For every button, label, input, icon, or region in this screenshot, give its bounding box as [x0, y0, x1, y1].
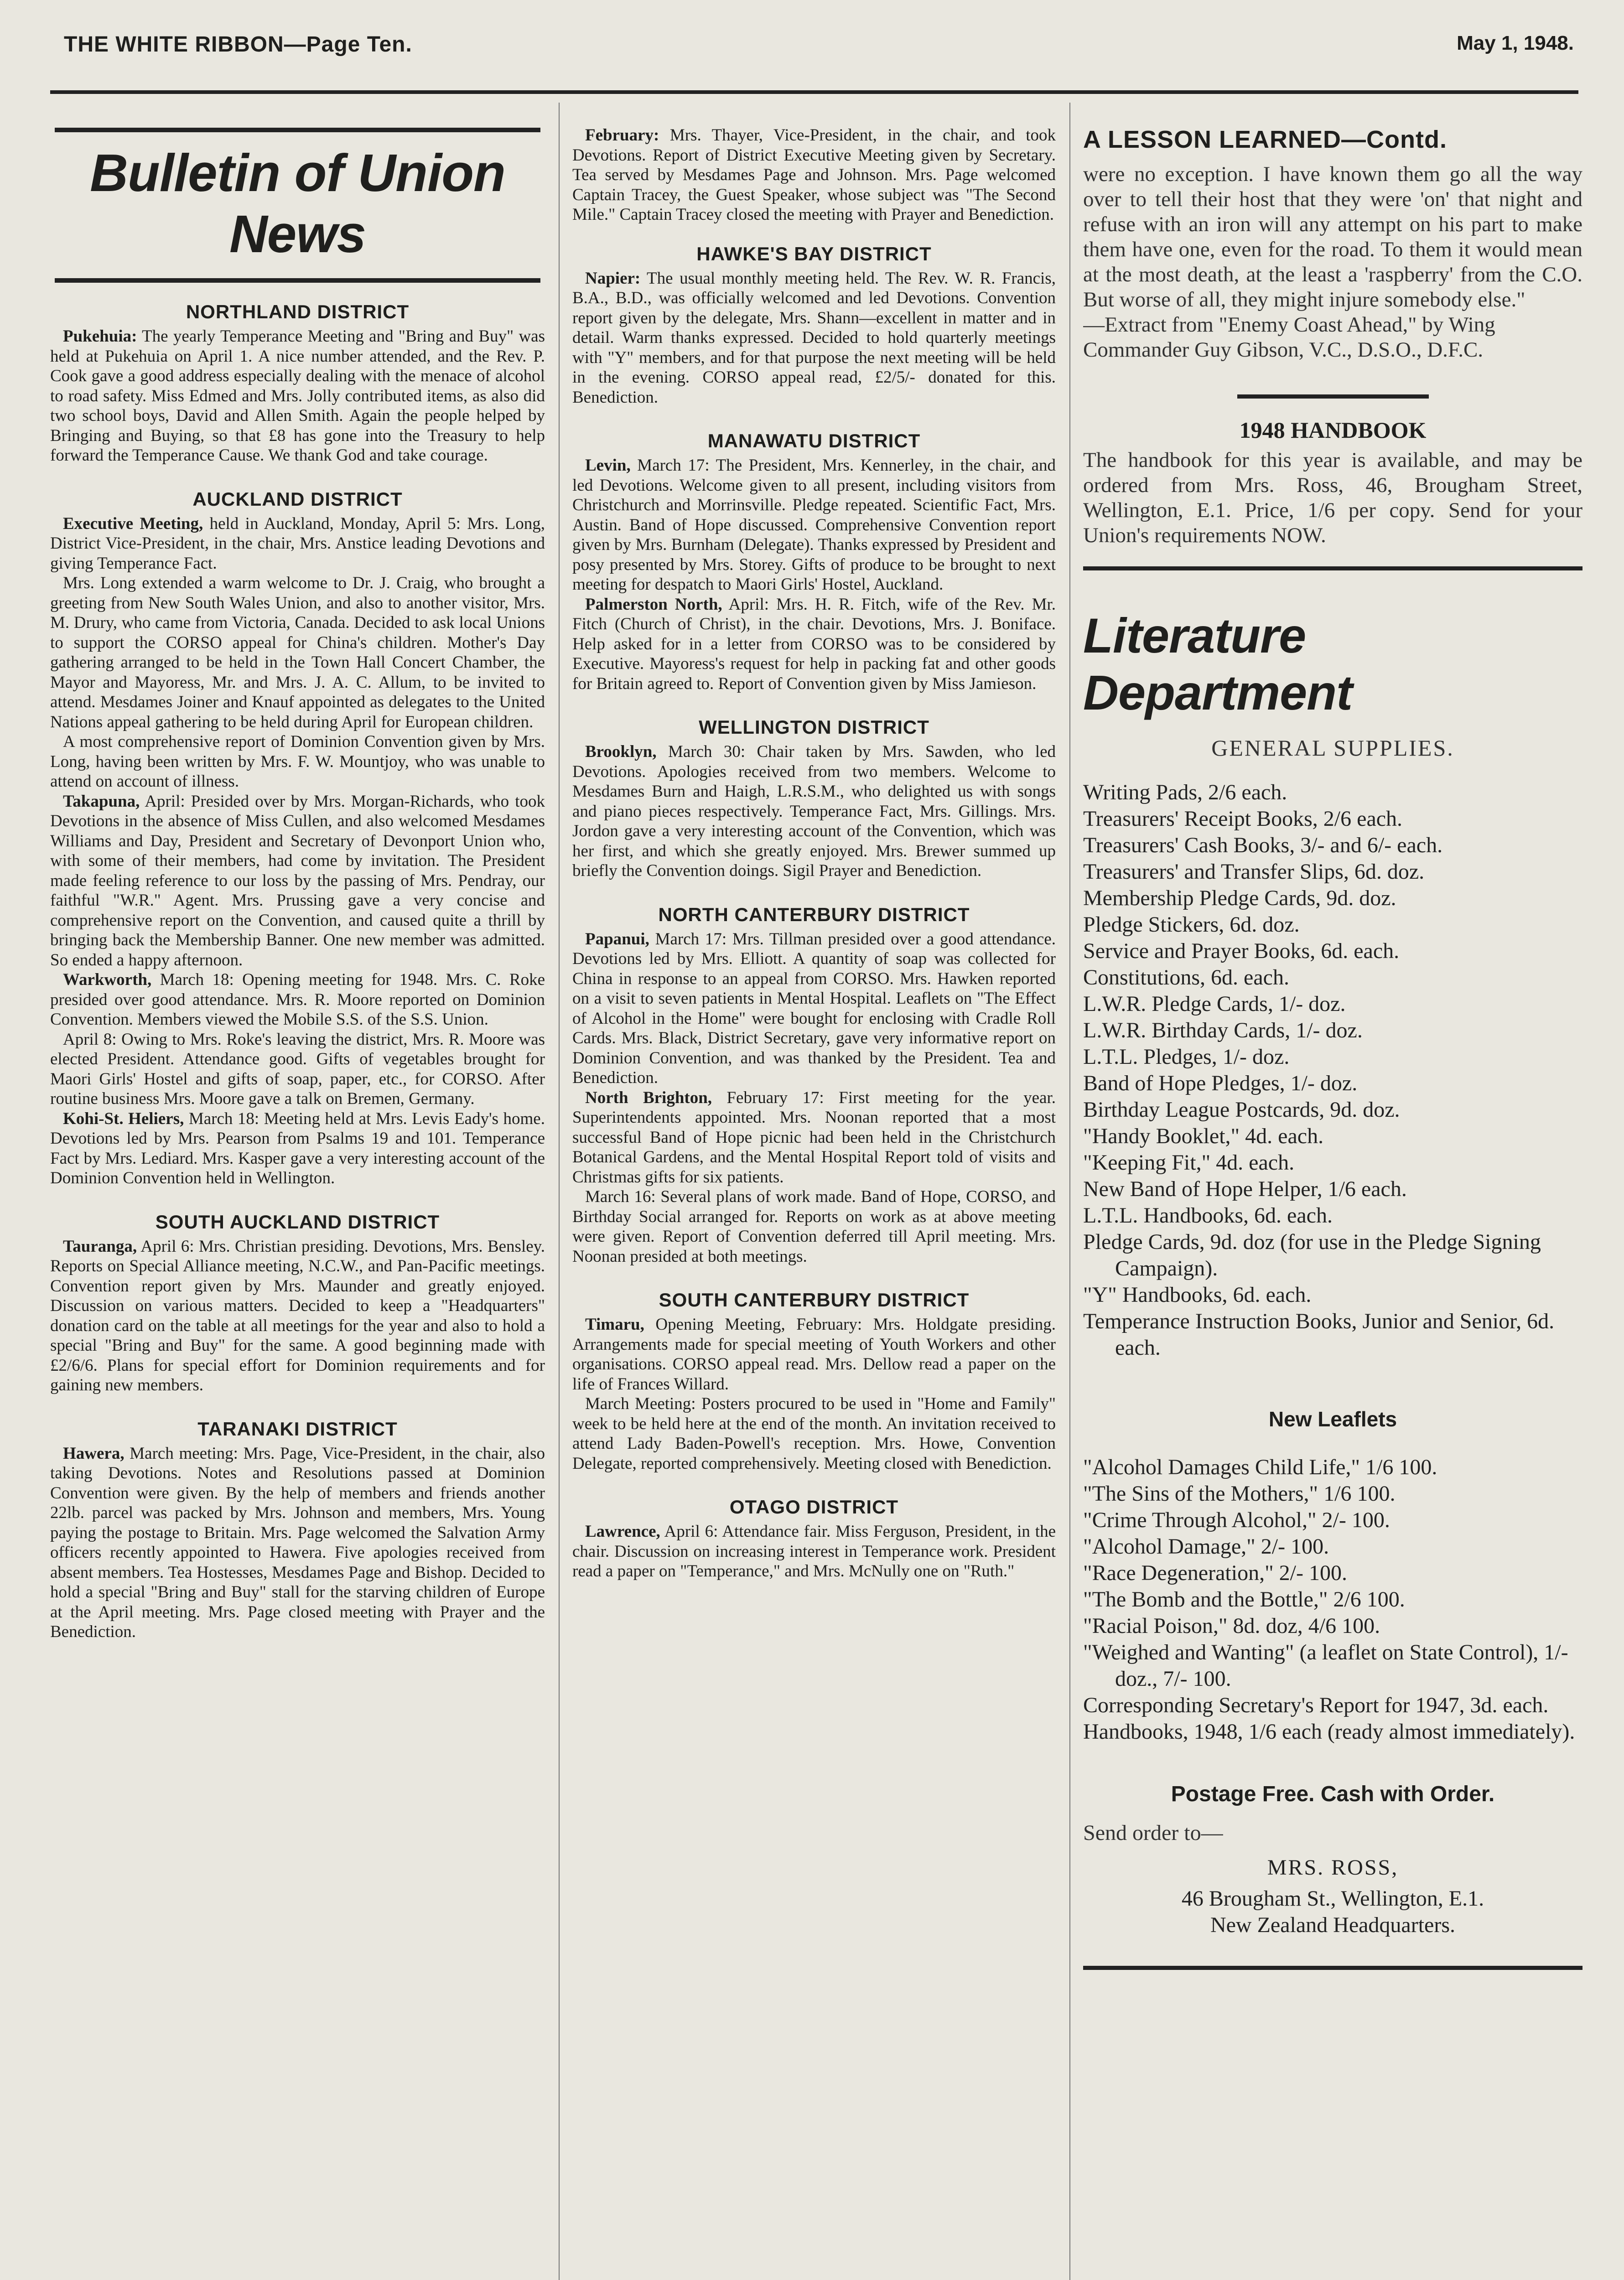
- column-lesson-literature: [1083, 100, 1582, 2280]
- report-lead: Timaru,: [585, 1315, 644, 1334]
- leaflet-item: "Alcohol Damages Child Life," 1/6 100.: [1083, 1455, 1437, 1479]
- supply-item: Membership Pledge Cards, 9d. doz.: [1083, 886, 1396, 910]
- report-paragraph: April 8: Owing to Mrs. Roke's leaving the district, Mrs. R. Moore was elected President. Attendance good. Gifts of vegetables brought for Maori Girls' Hostel and gifts of soap, paper, etc., for CORSO. After routine business Mrs. Moore gave a talk on Bremen, Germany.: [50, 1030, 545, 1108]
- district-heading: OTAGO DISTRICT: [729, 1496, 899, 1518]
- supply-item: L.T.L. Handbooks, 6d. each.: [1083, 1203, 1333, 1228]
- report-paragraph: Palmerston North, April: Mrs. H. R. Fitch, wife of the Rev. Mr. Fitch (Church of Christ), in the chair. Devotions, Mrs. J. Boniface. Help asked for in a letter from CORSO was to be considered by Executive. Mayoress's request for help in packing fat and other goods for Britain agreed to. Report of Convention given by Miss Jamieson.: [572, 595, 1056, 693]
- district-heading: SOUTH AUCKLAND DISTRICT: [155, 1211, 440, 1233]
- report-paragraph: March 16: Several plans of work made. Band of Hope, CORSO, and Birthday Social arranged for. Reports on work as at above meeting were given. Report of Convention deferred till April meeting. Mrs. Noonan presided at both meetings.: [572, 1187, 1056, 1266]
- handbook-rule: [1237, 394, 1429, 399]
- supply-item: Treasurers' Receipt Books, 2/6 each.: [1083, 807, 1403, 831]
- leaflet-item: "The Bomb and the Bottle," 2/6 100.: [1083, 1587, 1405, 1612]
- address-name: MRS. ROSS,: [1267, 1855, 1399, 1880]
- supply-item: Treasurers' Cash Books, 3/- and 6/- each.: [1083, 833, 1443, 857]
- page-header-title: THE WHITE RIBBON—Page Ten.: [64, 32, 412, 57]
- report-lead: Papanui,: [585, 929, 649, 948]
- district-heading: TARANAKI DISTRICT: [197, 1418, 398, 1440]
- district-sections: [572, 243, 1056, 1581]
- supply-item: "Handy Booklet," 4d. each.: [1083, 1124, 1324, 1148]
- district-heading: SOUTH CANTERBURY DISTRICT: [659, 1289, 970, 1311]
- report-paragraph: Levin, March 17: The President, Mrs. Kennerley, in the chair, and led Devotions. Welcome given to all present, including visitors from Christchurch and Morrinsville. Pledge repeated. Scientific Fact, Mrs. Austin. Band of Hope discussed. Comprehensive Convention report given by Mrs. Burnham (Delegate). Thanks expressed by President and posy presented by Mrs. Storey. Gifts of produce to be brought to next meeting for despatch to Maori Girls' Hostel, Auckland.: [572, 456, 1056, 594]
- masthead-rule-top: [55, 128, 540, 132]
- report-paragraph: Timaru, Opening Meeting, February: Mrs. Holdgate presiding. Arrangements made for special meeting of Youth Workers and other organisations. CORSO appeal read. Mrs. Dellow read a paper on the life of Frances Willard.: [572, 1315, 1056, 1394]
- district-heading: MANAWATU DISTRICT: [707, 430, 921, 451]
- report-paragraph: North Brighton, February 17: First meeting for the year. Superintendents appointed. Mrs. Noonan reported that a most successful Band of Hope picnic had been held in the Christchurch Botanical Gardens, and the Mental Hospital Report told of visits and Christmas gifts for six patients.: [572, 1088, 1056, 1187]
- column-bulletin: [50, 100, 545, 2280]
- handbook-title: 1948 HANDBOOK: [1239, 417, 1427, 443]
- supply-item: Pledge Stickers, 6d. doz.: [1083, 912, 1300, 937]
- supplies-list: [1083, 779, 1582, 1361]
- literature-title: Literature Department: [1083, 608, 1353, 720]
- leaflet-item: "Racial Poison," 8d. doz, 4/6 100.: [1083, 1614, 1380, 1638]
- literature-rule: [1083, 566, 1582, 570]
- report-lead: February:: [585, 126, 659, 145]
- end-rule: [1083, 1966, 1582, 1970]
- report-paragraph: Kohi-St. Heliers, March 18: Meeting held at Mrs. Levis Eady's home. Devotions led by Mrs. Pearson from Psalms 19 and 101. Temperance Fact by Mrs. Lediard. Mrs. Kasper gave a very interesting account of the Dominion Convention held in Wellington.: [50, 1109, 545, 1187]
- general-supplies-heading: GENERAL SUPPLIES.: [1211, 735, 1454, 761]
- supply-item: Constitutions, 6d. each.: [1083, 965, 1289, 990]
- column-divider: [559, 103, 560, 2280]
- supply-item: "Y" Handbooks, 6d. each.: [1083, 1283, 1312, 1307]
- district-heading: NORTH CANTERBURY DISTRICT: [658, 903, 970, 925]
- column-divider: [1069, 103, 1070, 2280]
- report-lead: Warkworth,: [63, 970, 152, 989]
- supply-item: Writing Pads, 2/6 each.: [1083, 780, 1287, 804]
- handbook-text: The handbook for this year is available, and may be ordered from Mrs. Ross, 46, Brougham Street, Wellington, E.1. Price, 1/6 per copy. Send for your Union's requirements NOW.: [1083, 448, 1582, 547]
- report-lead: Executive Meeting,: [63, 514, 203, 533]
- address-line-2: New Zealand Headquarters.: [1210, 1913, 1456, 1937]
- report-lead: Tauranga,: [63, 1237, 137, 1256]
- supply-item: Treasurers' and Transfer Slips, 6d. doz.: [1083, 860, 1425, 884]
- report-lead: Palmerston North,: [585, 595, 722, 614]
- supply-item: Service and Prayer Books, 6d. each.: [1083, 939, 1400, 963]
- supply-item: L.T.L. Pledges, 1/- doz.: [1083, 1045, 1290, 1069]
- report-paragraph: Hawera, March meeting: Mrs. Page, Vice-President, in the chair, also taking Devotions. Notes and Resolutions passed at Dominion Convention were given. By the help of members and friends another 22lb. parcel was packed by Mrs. Johnson and members, Mrs. Young paying the postage to Britain. Mrs. Page welcomed the Salvation Army officers recently appointed to Hawera. Five apologies received from absent members. Tea Hostesses, Mesdames Page and Bishop. Decided to hold a special "Bring and Buy" stall for the starving children of Europe at the April meeting. Mrs. Page closed meeting with Prayer and the Benediction.: [50, 1444, 545, 1641]
- leaflets-list: [1083, 1454, 1582, 1745]
- report-lead: Kohi-St. Heliers,: [63, 1109, 184, 1128]
- report-paragraph: Lawrence, April 6: Attendance fair. Miss Ferguson, President, in the chair. Discussion on increasing interest in Temperance work. President read a paper on "Temperance," and Mrs. McNully one on "Ruth.": [572, 1522, 1056, 1580]
- report-lead: North Brighton,: [585, 1088, 712, 1107]
- report-lead: Takapuna,: [63, 792, 140, 811]
- report-paragraph: Papanui, March 17: Mrs. Tillman presided over a good attendance. Devotions led by Mrs. Elliott. A quantity of soap was collected for China in response to an appeal from CORSO. Mrs. Hawken reported on a visit to seven patients in Mental Hospital. Leaflets on "The Effect of Alcohol in the Home" were bought for enclosing with Cradle Roll Cards. Mrs. Black, District Secretary, gave very informative report on Dominion Convention, and was thanked by the President. Tea and Benediction.: [572, 929, 1056, 1087]
- lesson-text: were no exception. I have known them go all the way over to tell their host that they were 'on' that night and refuse with an iron will any attempt on his part to make them have one, even for the road. To them it would mean at the most death, at the least a 'raspberry' from the C.O. But worse of all, they might injure somebody else.": [1083, 162, 1582, 311]
- address-line-1: 46 Brougham St., Wellington, E.1.: [1181, 1886, 1484, 1911]
- supply-item: "Keeping Fit," 4d. each.: [1083, 1150, 1295, 1175]
- report-paragraph: Takapuna, April: Presided over by Mrs. Morgan-Richards, who took Devotions in the absence of Miss Cullen, and also welcomed Mesdames Williams and Day, President and Secretary of Devonport Union who, with some of their members, had come by invitation. The President made feeling reference to our loss by the passing of Mrs. Pendray, our faithful "W.R." Agent. Mrs. Prussing gave a very concise and comprehensive report on the Convention, and caused quite a thrill by bringing back the Membership Banner. One new member was admitted. So ended a happy afternoon.: [50, 792, 545, 969]
- new-leaflets-title: New Leaflets: [1268, 1407, 1397, 1431]
- report-lead: Brooklyn,: [585, 742, 657, 761]
- leaflet-item: Handbooks, 1948, 1/6 each (ready almost immediately).: [1083, 1720, 1575, 1744]
- report-paragraph: Tauranga, April 6: Mrs. Christian presiding. Devotions, Mrs. Bensley. Reports on Special Alliance meeting, N.C.W., and Pan-Pacific meetings. Convention report given by Mrs. Maunder and greatly enjoyed. Discussion on various matters. Decided to keep a "Headquarters" donation card on the table at all meetings for the year and also to hold a special "Bring and Buy" for the same. A good beginning made with £2/6/6. Plans for special effort for Dominion requirements and for gaining new members.: [50, 1237, 545, 1394]
- leaflet-item: "Weighed and Wanting" (a leaflet on State Control), 1/- doz., 7/- 100.: [1083, 1640, 1568, 1691]
- report-lead: Napier:: [585, 269, 641, 288]
- leaflet-item: "Alcohol Damage," 2/- 100.: [1083, 1534, 1329, 1559]
- leaflet-item: "The Sins of the Mothers," 1/6 100.: [1083, 1482, 1396, 1506]
- report-paragraph: Warkworth, March 18: Opening meeting for 1948. Mrs. C. Roke presided over good attendance. Mrs. R. Moore reported on Dominion Convention. Members viewed the Mobile S.S. of the S.S. Union.: [50, 970, 545, 1029]
- report-lead: Levin,: [585, 456, 631, 475]
- column-districts: [572, 100, 1056, 2280]
- supply-item: Pledge Cards, 9d. doz (for use in the Pledge Signing Campaign).: [1083, 1230, 1541, 1280]
- send-order-label: Send order to—: [1083, 1821, 1223, 1845]
- district-heading: AUCKLAND DISTRICT: [192, 488, 403, 510]
- header-rule: [50, 90, 1578, 94]
- report-paragraph: Brooklyn, March 30: Chair taken by Mrs. Sawden, who led Devotions. Apologies received from two members. Welcome to Mesdames Burn and Haigh, L.R.S.M., who delighted us with songs and piano pieces respectively. Temperance Fact, Mrs. Gillings. Mrs. Jordon gave a very interesting account of the Convention, which was her first, and which she greatly enjoyed. Mrs. Brewer summed up briefly the Convention doings. Sigil Prayer and Benediction.: [572, 742, 1056, 880]
- report-paragraph: March Meeting: Posters procured to be used in "Home and Family" week to be held here at the end of the month. An invitation received to attend Lady Baden-Powell's reception. Mrs. Howe, Convention Delegate, reported comprehensively. Meeting closed with Benediction.: [572, 1394, 1056, 1473]
- postage-note: Postage Free. Cash with Order.: [1171, 1782, 1495, 1806]
- supply-item: L.W.R. Pledge Cards, 1/- doz.: [1083, 992, 1346, 1016]
- leaflet-item: Corresponding Secretary's Report for 1947, 3d. each.: [1083, 1693, 1549, 1717]
- lesson-title: A LESSON LEARNED—Contd.: [1083, 126, 1447, 153]
- district-heading: NORTHLAND DISTRICT: [186, 301, 410, 322]
- report-paragraph: Pukehuia: The yearly Temperance Meeting and "Bring and Buy" was held at Pukehuia on April 1. A nice number attended, and the Rev. P. Cook gave a good address especially dealing with the menace of alcohol to road safety. Miss Edmed and Mrs. Jolly contributed items, as also did two school boys, David and Allen Smith. Again the people helped by Bringing and Buying, so that £8 has gone into the Treasury to help forward the Temperance Cause. We thank God and take courage.: [50, 327, 545, 465]
- supply-item: Band of Hope Pledges, 1/- doz.: [1083, 1071, 1358, 1095]
- report-lead: Hawera,: [63, 1444, 125, 1463]
- report-paragraph: Napier: The usual monthly meeting held. The Rev. W. R. Francis, B.A., B.D., was officially welcomed and led Devotions. Convention report given by the delegate, Mrs. Shann—excellent in matter and in detail. Warm thanks expressed. Decided to hold quarterly meetings with "Y" members, and for that purpose the next meeting will be held in the evening. CORSO appeal read, £2/5/- donated for this. Benediction.: [572, 269, 1056, 407]
- page-header: [64, 32, 1574, 73]
- report-paragraph: Mrs. Long extended a warm welcome to Dr. J. Craig, who brought a greeting from New South Wales Union, and also to another visitor, Mrs. M. Drury, who came from Victoria, Canada. Decided to ask local Unions to support the CORSO appeal for China's children. Mother's Day gathering arranged to be held in the Town Hall Concert Chamber, the Mayor and Mayoress, Mr. and Mrs. J. A. C. Allum, to be invited to attend. Mesdames Joiner and Knauf appointed as delegates to the United Nations appeal gathering to be held during April for European children.: [50, 574, 545, 731]
- supply-item: Birthday League Postcards, 9d. doz.: [1083, 1098, 1400, 1122]
- report-lead: Pukehuia:: [63, 327, 137, 346]
- page-header-date: May 1, 1948.: [1457, 32, 1574, 54]
- taranaki-continued: February: Mrs. Thayer, Vice-President, in the chair, and took Devotions. Report of District Executive Meeting given by Secretary. Tea served by Mesdames Page and Johnson. Mrs. Page welcomed Captain Tracey, the Guest Speaker, whose subject was "The Second Mile." Captain Tracey closed the meeting with Prayer and Benediction.: [572, 126, 1056, 224]
- report-lead: Lawrence,: [585, 1522, 660, 1541]
- masthead-rule-bottom: [55, 278, 540, 283]
- lesson-source: —Extract from "Enemy Coast Ahead," by Wing Commander Guy Gibson, V.C., D.S.O., D.F.C.: [1083, 313, 1495, 362]
- bulletin-masthead: Bulletin of Union News: [90, 143, 505, 264]
- supply-item: New Band of Hope Helper, 1/6 each.: [1083, 1177, 1407, 1201]
- supply-item: Temperance Instruction Books, Junior and Senior, 6d. each.: [1083, 1309, 1555, 1360]
- report-paragraph: Executive Meeting, held in Auckland, Monday, April 5: Mrs. Long, District Vice-President, in the chair, Mrs. Anstice leading Devotions and giving Temperance Fact.: [50, 514, 545, 573]
- leaflet-item: "Crime Through Alcohol," 2/- 100.: [1083, 1508, 1390, 1532]
- bulletin-sections: [50, 301, 545, 1642]
- supply-item: L.W.R. Birthday Cards, 1/- doz.: [1083, 1018, 1363, 1042]
- district-heading: WELLINGTON DISTRICT: [699, 716, 929, 738]
- district-heading: HAWKE'S BAY DISTRICT: [696, 243, 932, 264]
- report-paragraph: A most comprehensive report of Dominion Convention given by Mrs. Long, having been written by Mrs. F. W. Mountjoy, who was unable to attend on account of illness.: [50, 732, 545, 791]
- leaflet-item: "Race Degeneration," 2/- 100.: [1083, 1561, 1347, 1585]
